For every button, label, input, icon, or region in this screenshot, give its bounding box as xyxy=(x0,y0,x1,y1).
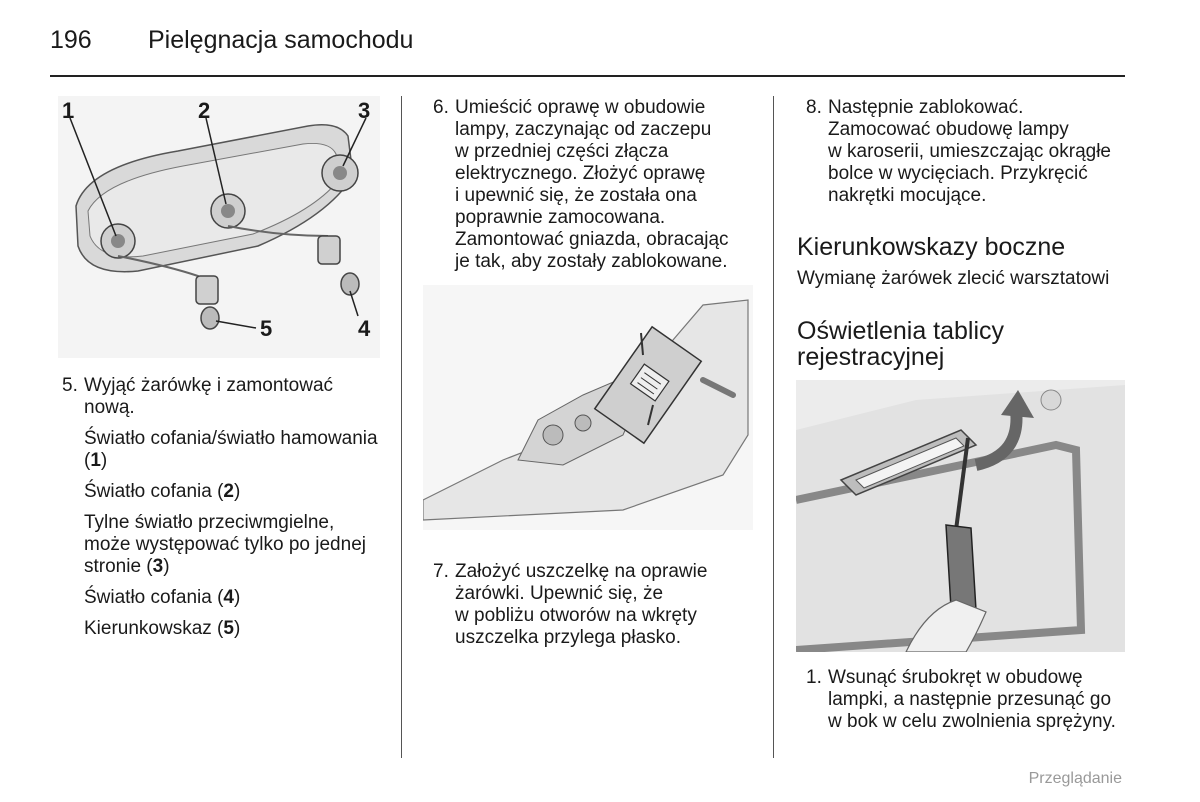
column-divider-2 xyxy=(773,96,774,758)
section-heading-side-indicators: Kierunkowskazy boczne xyxy=(797,233,1066,261)
step-1-plate xyxy=(806,667,1136,733)
callout-5: 5 xyxy=(260,316,273,341)
lamp-housing-illustration xyxy=(423,285,753,530)
step-5-number: 5. xyxy=(62,375,78,396)
callout-3: 3 xyxy=(358,98,371,123)
step-6 xyxy=(433,97,763,273)
tail-lamp-illustration xyxy=(58,96,380,358)
plate-lamp-figure xyxy=(796,380,1125,652)
bulb-item-1: Światło cofania/światło hamowania (1) xyxy=(84,428,378,471)
step-1-text: Wsunąć śrubokręt w obudowę lampki, a następnie przesunąć go w bok w celu zwolnienia sprężyny. xyxy=(828,667,1116,732)
step-7-text: Założyć uszczelkę na oprawie żarówki. Upewnić się, że w pobliżu otworów na wkręty uszczelka przylega płasko. xyxy=(455,561,708,648)
column1-text xyxy=(62,375,382,649)
page-title: Pielęgnacja samochodu xyxy=(148,26,414,54)
step-7-number: 7. xyxy=(433,561,449,582)
step-6-number: 6. xyxy=(433,97,449,118)
step-5-text: Wyjąć żarówkę i zamontować nową. xyxy=(84,375,334,418)
step-7 xyxy=(433,561,763,649)
step-5 xyxy=(62,375,382,419)
callout-4: 4 xyxy=(358,316,371,341)
step-8-text: Następnie zablokować. Zamocować obudowę lampy w karoserii, umieszczając okrągłe bolce w wycięciach. Przykręcić nakrętki mocujące. xyxy=(828,97,1111,206)
callout-2: 2 xyxy=(198,98,211,123)
lamp-housing-figure xyxy=(423,285,753,530)
bulb-item-2: Światło cofania (2) xyxy=(84,481,241,502)
step-8 xyxy=(806,97,1136,207)
step-6-text: Umieścić oprawę w obudowie lampy, zaczynając od zaczepu w przedniej części złącza elektrycznego. Złożyć oprawę i upewnić się, że została ona poprawnie zamocowana. Zamontować gniazda, obracając je tak, aby zostały zablokowane. xyxy=(455,97,729,272)
page-number: 196 xyxy=(50,26,92,54)
header-rule xyxy=(50,75,1125,77)
callout-1: 1 xyxy=(62,98,75,123)
footer-section-label: Przeglądanie xyxy=(1028,770,1122,787)
plate-lamp-illustration xyxy=(796,380,1125,652)
step-8-number: 8. xyxy=(806,97,822,118)
bulb-item-4: Światło cofania (4) xyxy=(84,587,241,608)
tail-lamp-figure xyxy=(58,96,380,358)
screwdriver-handle xyxy=(946,525,976,610)
bulb-item-5: Kierunkowskaz (5) xyxy=(84,618,241,639)
section-heading-plate-lights: Oświetlenia tablicy rejestracyjnej xyxy=(797,317,1005,371)
section-text-side-indicators: Wymianę żarówek zlecić warsztatowi xyxy=(797,268,1110,289)
step-1-number: 1. xyxy=(806,667,822,688)
bulb-item-3: Tylne światło przeciwmgielne, może występować tylko po jednej stronie (3) xyxy=(84,512,366,577)
bulb-5 xyxy=(201,307,219,329)
column-divider-1 xyxy=(401,96,402,758)
